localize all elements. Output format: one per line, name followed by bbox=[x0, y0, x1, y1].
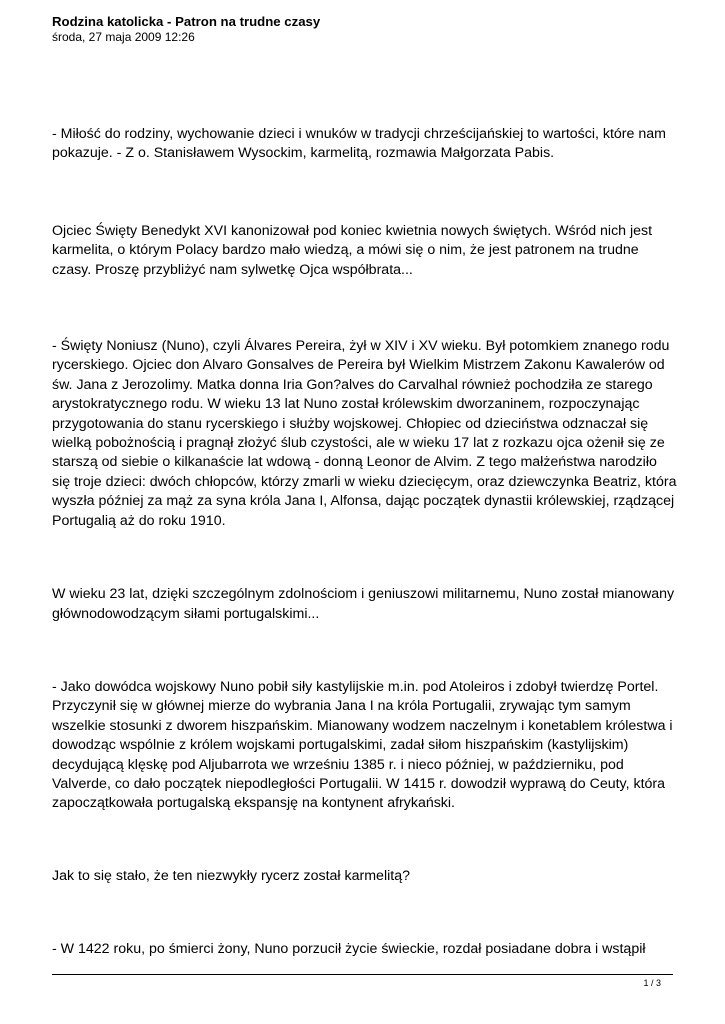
paragraph-question-2: W wieku 23 lat, dzięki szczególnym zdolnościom i geniuszowi militarnemu, Nuno został mianowany głównodowodzącym siłami portugalskimi... bbox=[52, 586, 675, 622]
paragraph-question-3: Jak to się stało, że ten niezwykły rycerz został karmelitą? bbox=[52, 867, 410, 884]
paragraph-intro: - Miłość do rodziny, wychowanie dzieci i wnuków w tradycji chrześcijańskiej to wartości, które nam pokazuje. - Z o. Stanisławem Wysockim, karmelitą, rozmawia Małgorzata Pabis. bbox=[52, 126, 666, 162]
document-date: środa, 27 maja 2009 12:26 bbox=[52, 30, 195, 44]
document-header bbox=[52, 14, 674, 45]
paragraph-answer-2: - Jako dowódca wojskowy Nuno pobił siły kastylijskie m.in. pod Atoleiros i zdobył twierdzę Portel. Przyczynił się w głównej mierze do wybrania Jana I na króla Portugalii, zrywając tym samym wszelkie stosunki z dworem hiszpańskim. Mianowany wodzem naczelnym i konetablem królestwa i dowodząc wspólnie z królem wojskami portugalskimi, zadał siłom hiszpańskim (kastylijskim) decydującą klęskę pod Aljubarrota we wrześniu 1385 r. i nieco później, w październiku, pod Valverde, co dało początek niepodległości Portugalii. W 1415 r. dowodził wyprawą do Ceuty, która zapoczątkowała portugalską ekspansję na kontynent afrykański. bbox=[52, 678, 673, 812]
paragraph-answer-3: - W 1422 roku, po śmierci żony, Nuno porzucił życie świeckie, rozdał posiadane dobra i wstąpił bbox=[52, 941, 646, 958]
page-number: 1 / 3 bbox=[643, 978, 661, 988]
paragraph-question-1: Ojciec Święty Benedykt XVI kanonizował pod koniec kwietnia nowych świętych. Wśród nich jest karmelita, o którym Polacy bardzo mało wiedzą, a mówi się o nim, że jest patronem na trudne czasy. Proszę przybliżyć nam sylwetkę Ojca współbrata... bbox=[52, 222, 653, 278]
paragraph-answer-1: - Święty Noniusz (Nuno), czyli Álvares Pereira, żył w XIV i XV wieku. Był potomkiem znanego rodu rycerskiego. Ojciec don Alvaro Gonsalves de Pereira był Wielkim Mistrzem Zakonu Kawalerów od św. Jana z Jerozolimy. Matka donna Iria Gon?alves do Carvalhal również pochodziła ze starego arystokratycznego rodu. W wieku 13 lat Nuno został królewskim dworzaninem, rozpoczynając przygotowania do stanu rycerskiego i służby wojskowej. Chłopiec od dzieciństwa odznaczał się wielką pobożnością i pragnął złożyć ślub czystości, ale w wieku 17 lat z rozkazu ojca ożenił się ze starszą od siebie o kilkanaście lat wdową - donną Leonor de Alvim. Z tego małżeństwa narodziło się troje dzieci: dwóch chłopców, którzy zmarli w wieku dziecięcym, oraz dziewczynka Beatriz, która wyszła później za mąż za syna króla Jana I, Alfonsa, dając początek dynastii królewskiej, rządzącej Portugalią aż do roku 1910. bbox=[52, 338, 677, 529]
article-body bbox=[52, 125, 677, 960]
document-title: Rodzina katolicka - Patron na trudne czasy bbox=[52, 14, 321, 29]
footer-divider bbox=[52, 974, 673, 975]
